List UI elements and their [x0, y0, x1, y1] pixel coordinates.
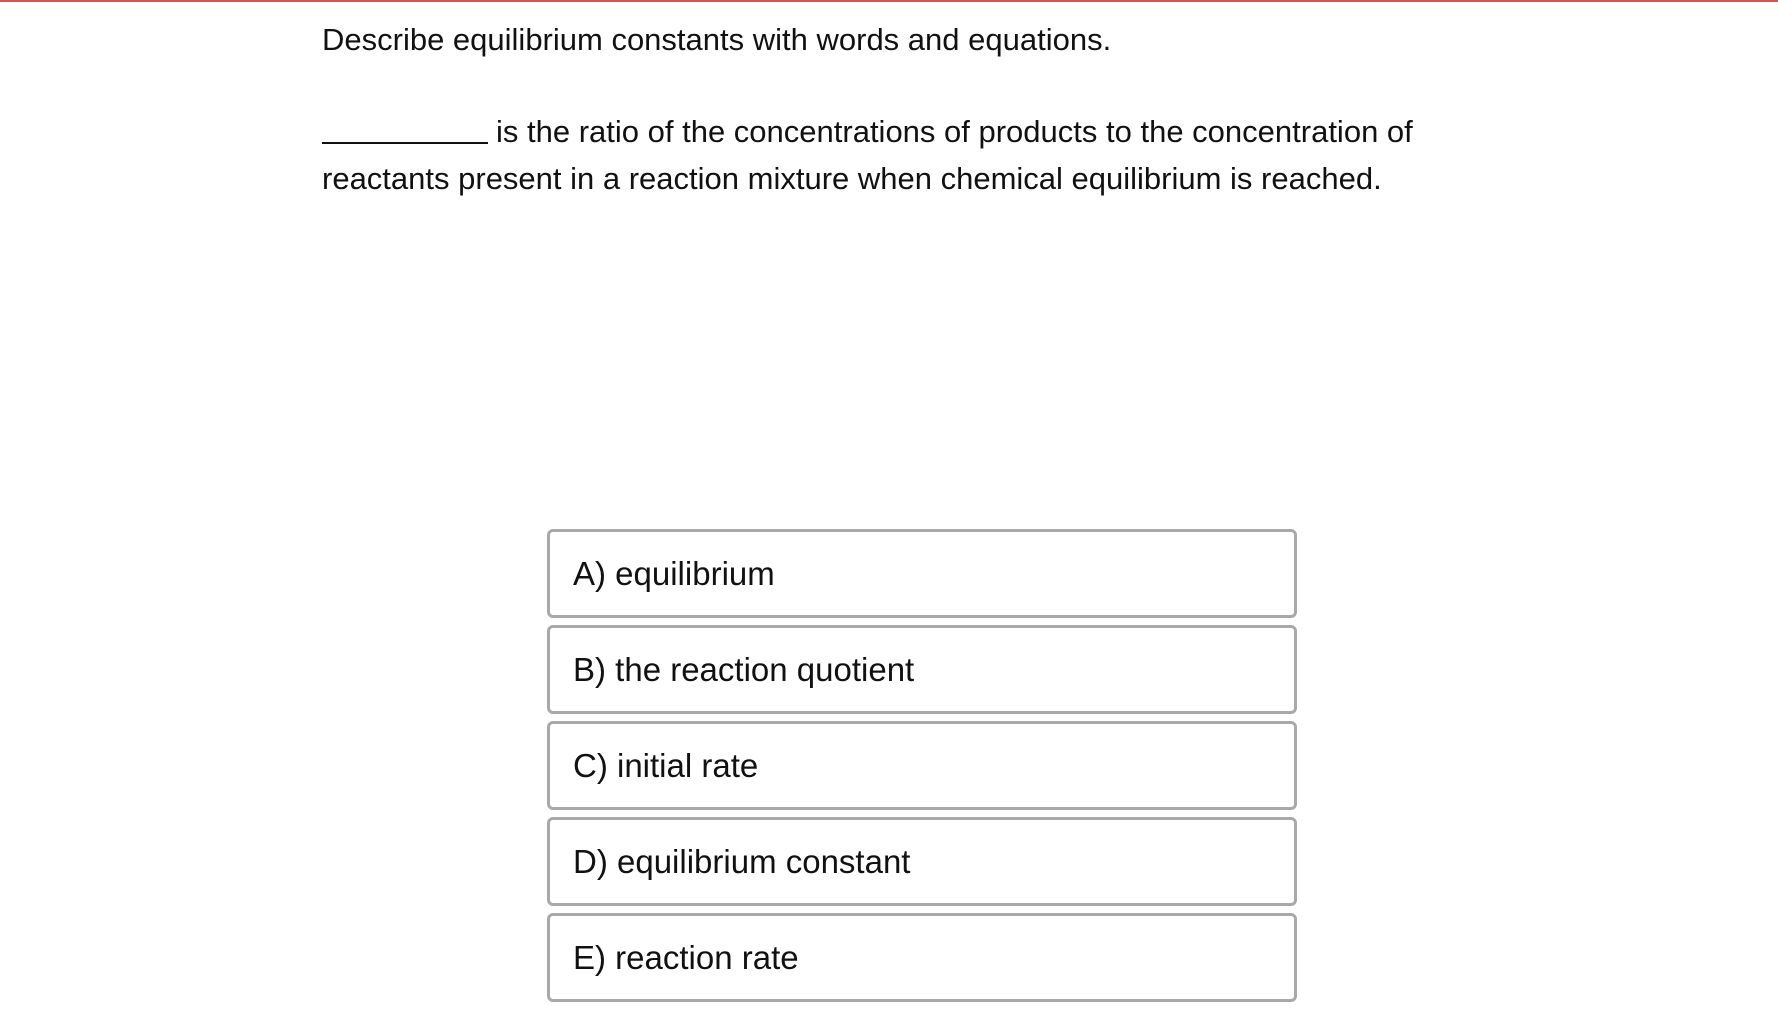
choice-d-label: D) equilibrium constant	[573, 842, 911, 880]
choice-d[interactable]	[547, 817, 1297, 906]
choice-c-label: C) initial rate	[573, 746, 759, 784]
top-accent-line	[0, 0, 1778, 2]
answer-choices	[547, 529, 1297, 1009]
choice-b-label: B) the reaction quotient	[573, 650, 915, 688]
choice-e[interactable]	[547, 913, 1297, 1002]
question-prompt	[322, 108, 1522, 202]
question-title: Describe equilibrium constants with words and equations.	[322, 22, 1112, 57]
choice-a[interactable]	[547, 529, 1297, 618]
fill-in-blank	[322, 112, 488, 144]
choice-a-label: A) equilibrium	[573, 554, 775, 592]
choice-c[interactable]	[547, 721, 1297, 810]
choice-e-label: E) reaction rate	[573, 938, 799, 976]
choice-b[interactable]	[547, 625, 1297, 714]
question-area	[322, 18, 1522, 202]
prompt-text: is the ratio of the concentrations of products to the concentration of reactants present in a reaction mixture when chemical equilibrium is reached.	[322, 114, 1413, 196]
